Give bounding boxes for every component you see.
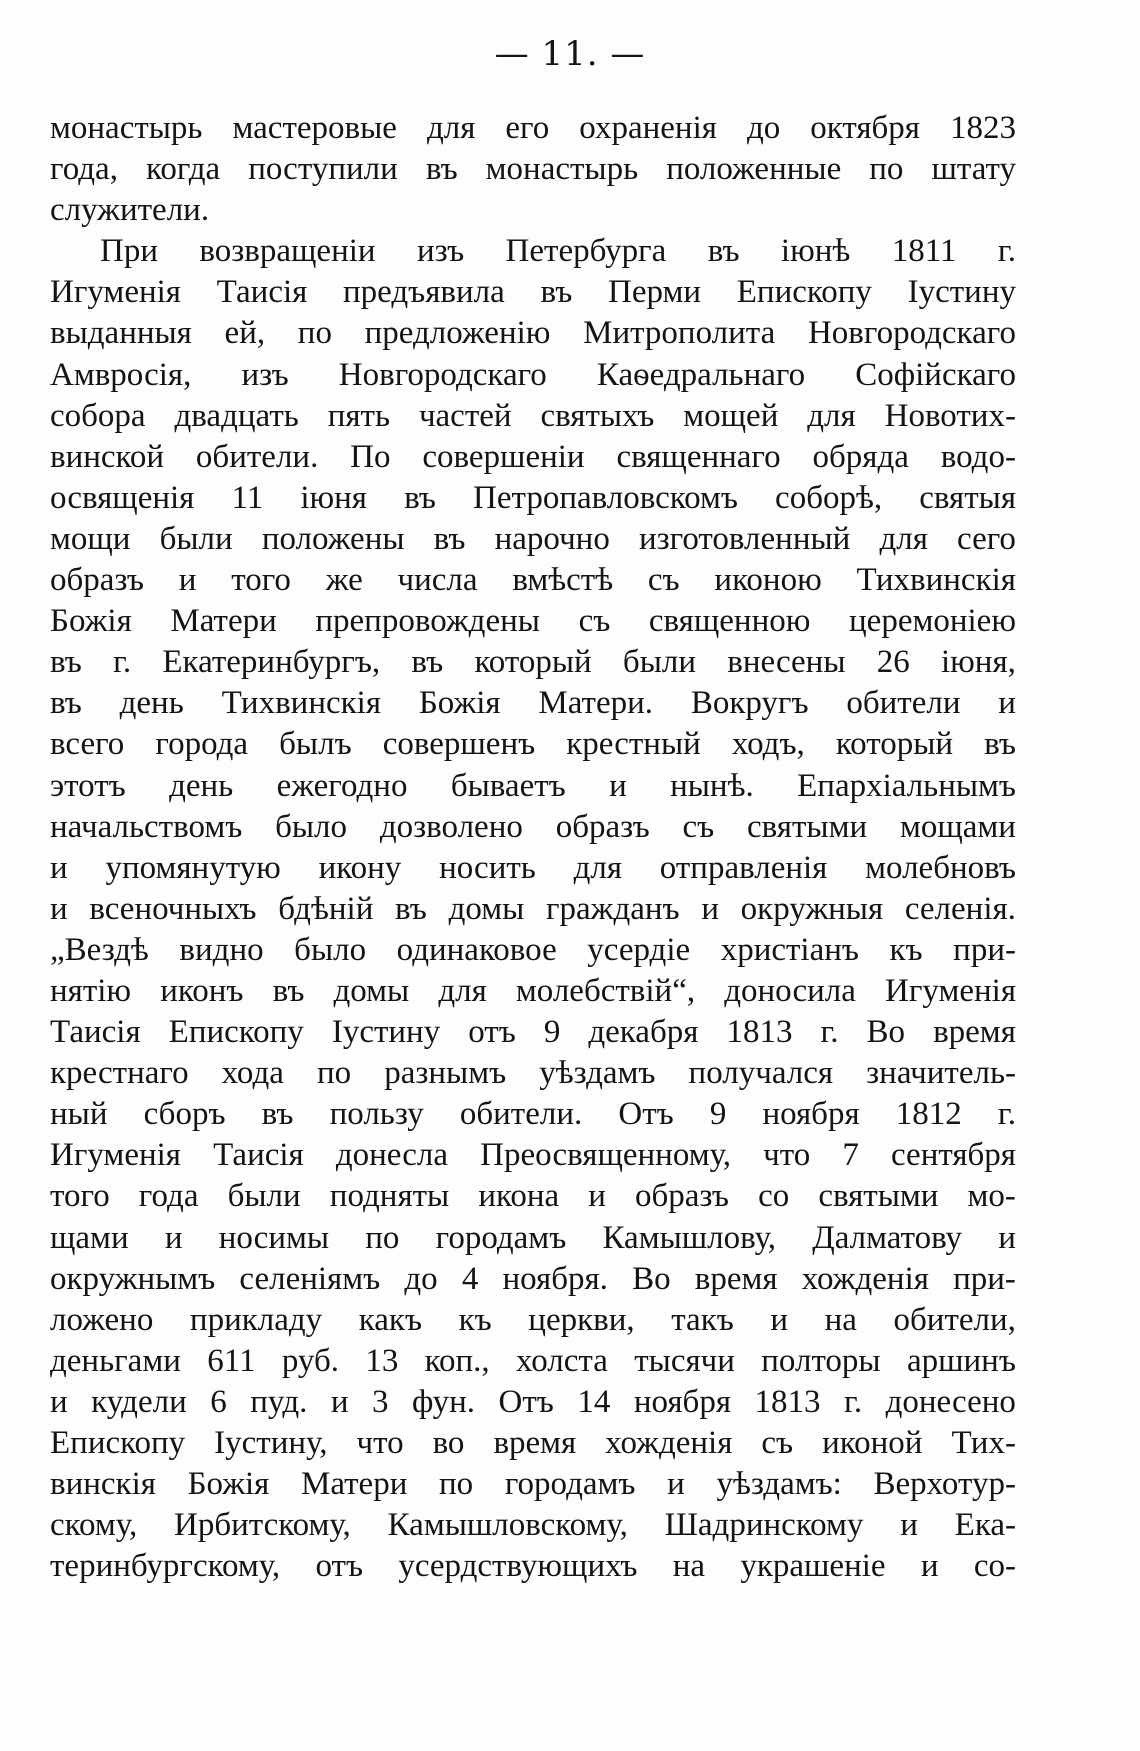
text-line: монастырь мастеровые для его охраненія до октября 1823 [50,110,1016,146]
text-line: Игуменія Таисія донесла Преосвященному, что 7 сентября [50,1137,1016,1174]
text-line: выданныя ей, по предложенію Митрополита Новгородскаго [50,315,1016,352]
text-line: винской обители. По совершеніи священнаго обряда водо- [50,438,1016,475]
page-number: — 11. — [494,34,646,74]
text-line: и кудели 6 пуд. и 3 фун. Отъ 14 ноября 1813 г. донесено [50,1383,1016,1420]
text-line: въ день Тихвинскія Божія Матери. Вокругъ обители и [50,685,1016,722]
text-line: въ г. Екатеринбургъ, въ который были внесены 26 іюня, [50,644,1016,681]
text-line: щами и носимы по городамъ Камышлову, Далматову и [50,1219,1016,1256]
text-line: теринбургскому, отъ усердствующихъ на украшеніе и со- [50,1548,1016,1585]
text-line: мощи были положены въ нарочно изготовленный для сего [50,520,1016,557]
text-line: окружнымъ селеніямъ до 4 ноября. Во время хожденія при- [50,1260,1016,1297]
text-line: года, когда поступили въ монастырь положенные по штату [50,151,1016,188]
text-line: „Вездѣ видно было одинаковое усердіе христіанъ къ при- [50,931,1016,968]
text-line: деньгами 611 руб. 13 коп., холста тысячи полторы аршинъ [50,1342,1016,1379]
text-line: и упомянутую икону носить для отправленія молебновъ [50,849,1016,886]
text-line: Епископу Іустину, что во время хожденія съ иконой Тих- [50,1425,1016,1461]
text-line: Игуменія Таисія предъявила въ Перми Епископу Іустину [50,274,1016,311]
text-line: этотъ день ежегодно бываетъ и нынѣ. Епархіальнымъ [50,767,1016,804]
text-line: скому, Ирбитскому, Камышловскому, Шадринскому и Ека- [50,1507,1016,1544]
text-line: и всеночныхъ бдѣній въ домы гражданъ и окружныя селенія. [50,890,1016,927]
text-line: ложено прикладу какъ къ церкви, такъ и на обители, [50,1301,1016,1338]
text-line: собора двадцать пять частей святыхъ мощей для Новотих- [50,397,1016,434]
text-line: крестнаго хода по разнымъ уѣздамъ получался значитель- [50,1055,1016,1092]
text-line: винскія Божія Матери по городамъ и уѣздамъ: Верхотур- [50,1466,1016,1503]
text-line: нятію иконъ въ домы для молебствій“, доносила Игуменія [50,972,1016,1009]
text-line: всего города былъ совершенъ крестный ходъ, который въ [50,726,1016,763]
text-line: При возвращеніи изъ Петербурга въ іюнѣ 1811 г. [100,233,1016,270]
text-line: Амвросія, изъ Новгородскаго Каѳедральнаго Софійскаго [50,356,1016,393]
text-line: служители. [50,192,210,229]
text-line: Божія Матери препровождены съ священною церемоніею [50,603,1016,640]
body-text [50,108,1016,1587]
text-line: того года были подняты икона и образъ со святыми мо- [50,1178,1016,1215]
text-line: освященія 11 іюня въ Петропавловскомъ соборѣ, святыя [50,479,1016,516]
text-line: Таисія Епископу Іустину отъ 9 декабря 1813 г. Во время [50,1014,1016,1051]
text-line: образъ и того же числа вмѣстѣ съ иконою Тихвинскія [50,562,1016,599]
text-line: ный сборъ въ пользу обители. Отъ 9 ноября 1812 г. [50,1096,1016,1133]
text-line: начальствомъ было дозволено образъ съ святыми мощами [50,808,1016,845]
